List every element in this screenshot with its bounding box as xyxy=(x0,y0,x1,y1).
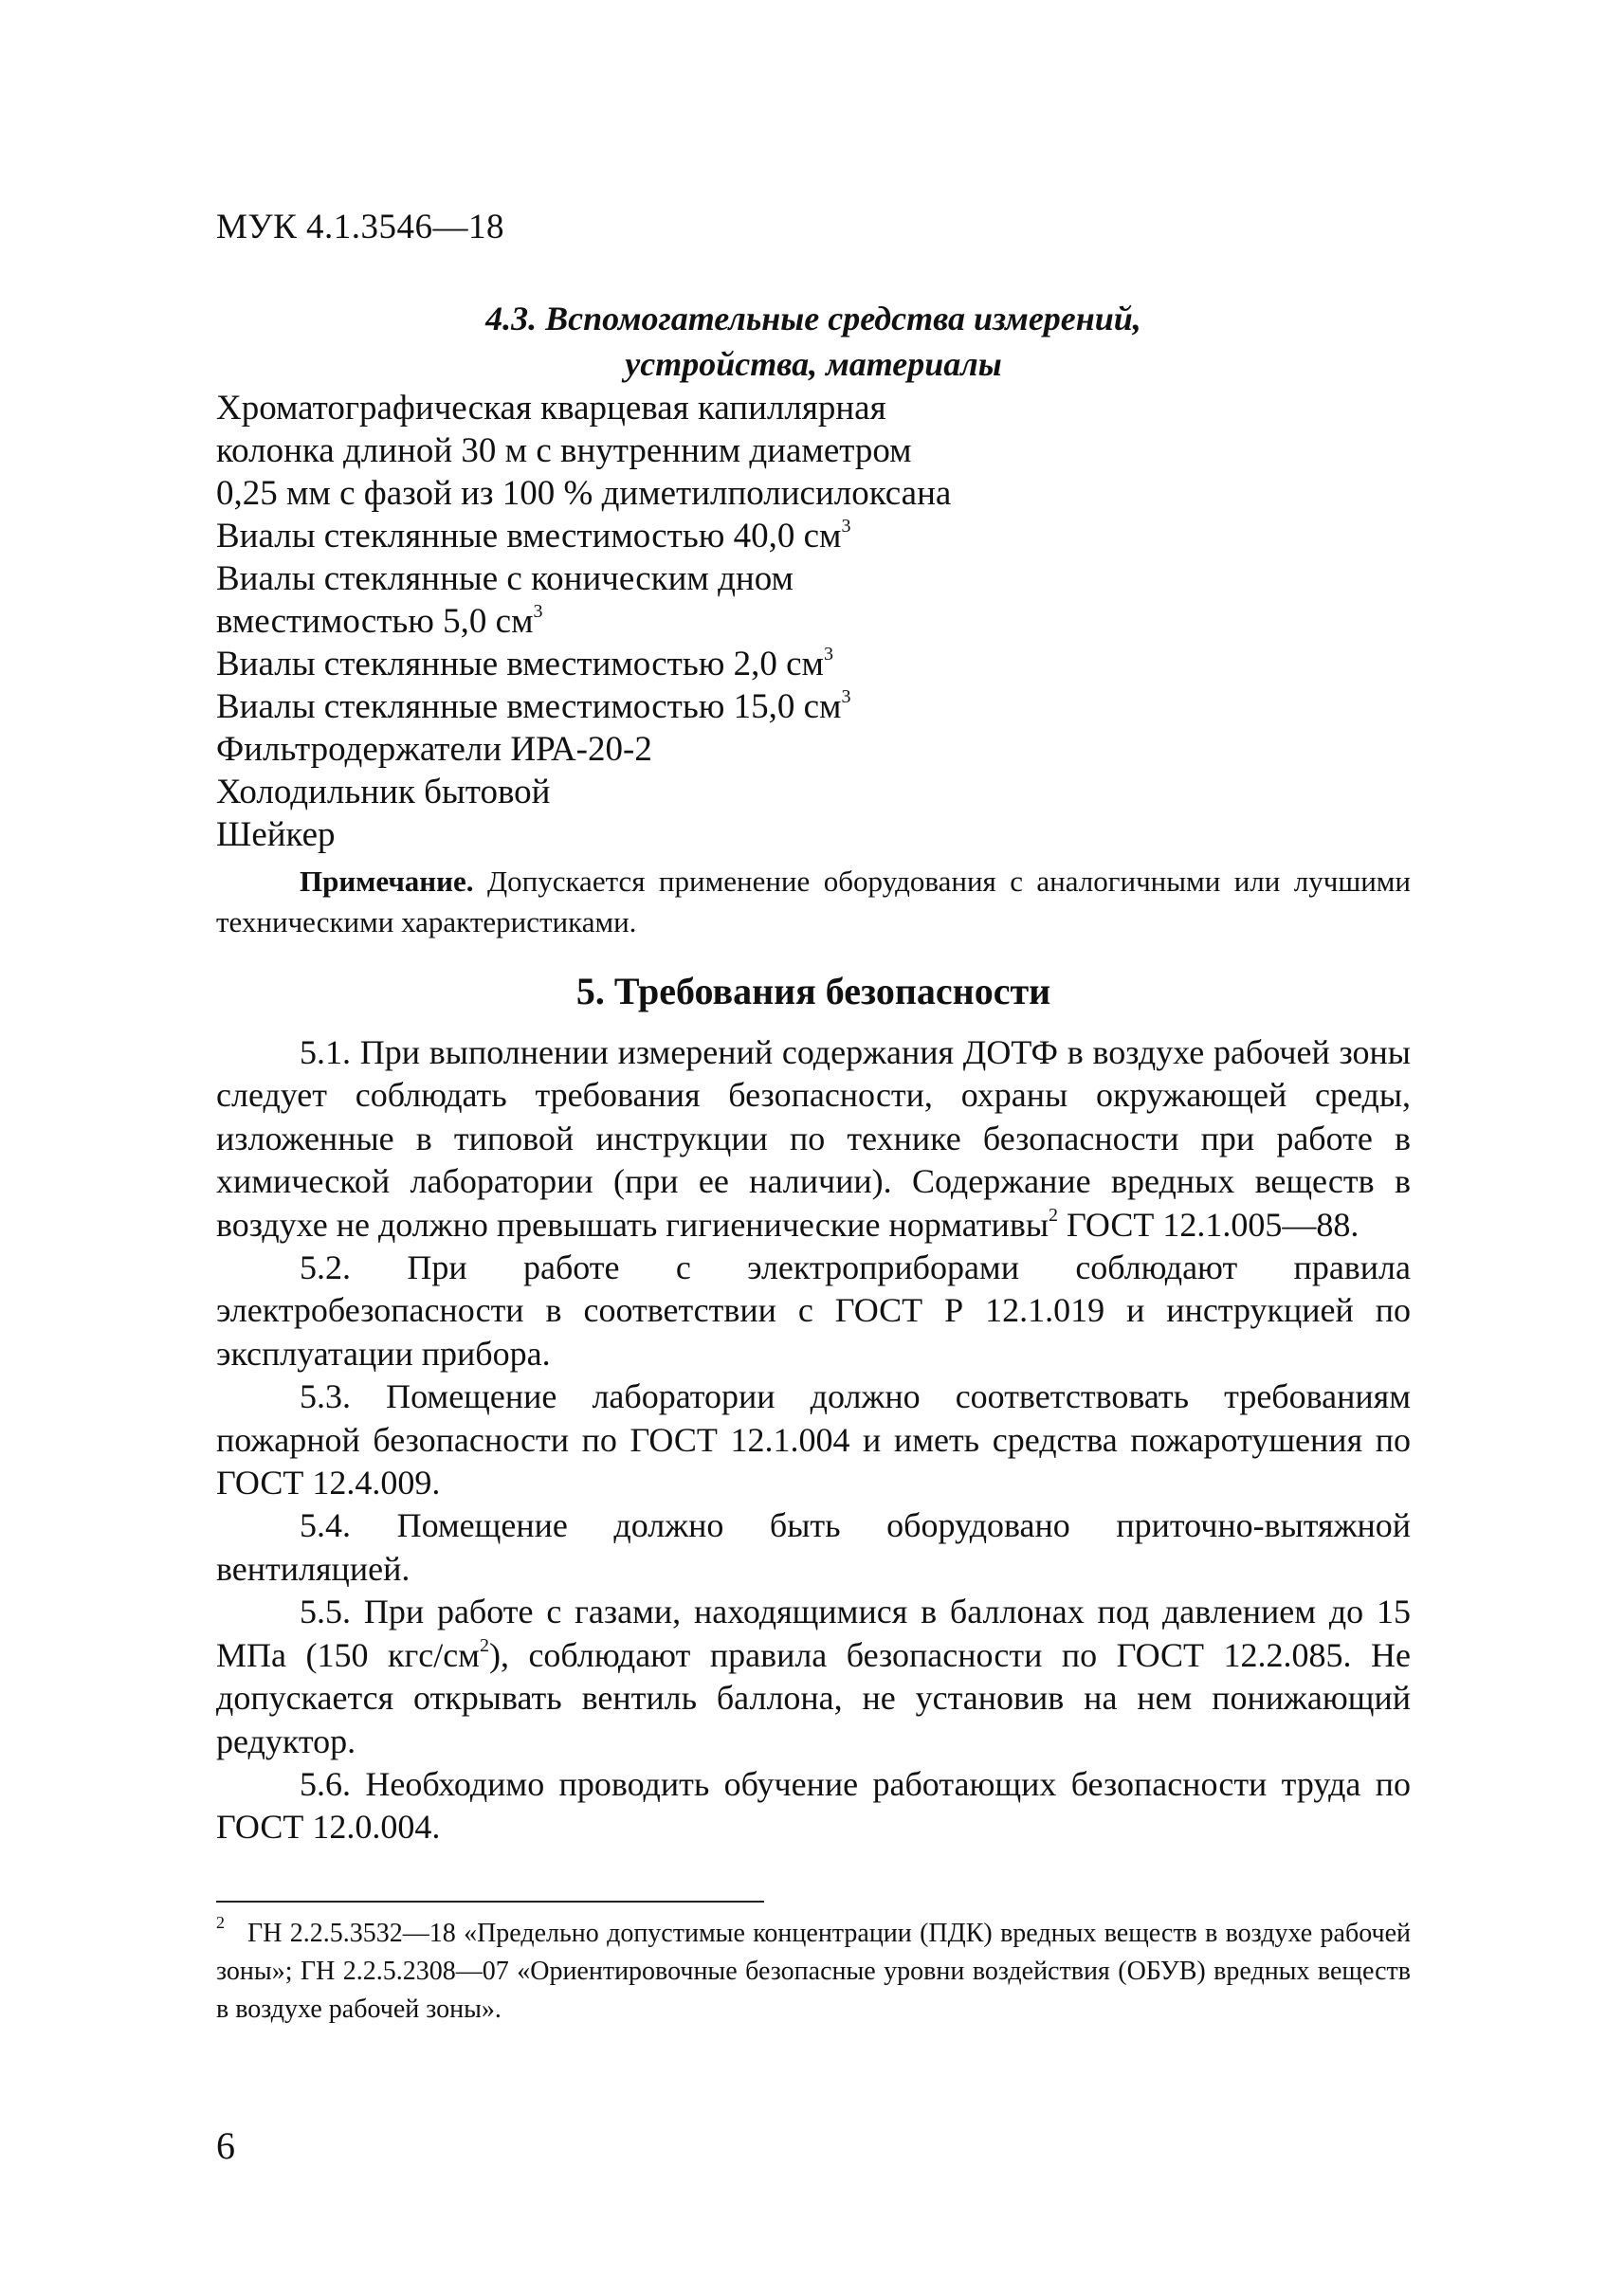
cube-superscript: 3 xyxy=(841,516,851,537)
subsection-title xyxy=(216,296,1411,387)
subsection-title-line-1: 4.3. Вспомогательные средства измерений, xyxy=(485,300,1141,337)
footnote xyxy=(216,1915,1411,2029)
paragraph-5-5: 5.5. При работе с газами, находящимися в баллонах под давлением до 15 МПа (150 кгс/$см^2$), соблюдают правила безопасности по ГОСТ 12.2.085. Не допускается открывать вентиль баллона, не установив на нем понижающий редуктор. xyxy=(216,1593,1411,1760)
equipment-line: Виалы стеклянные вместимостью 15,0 $см^3$ xyxy=(216,686,851,726)
note-paragraph xyxy=(216,861,1411,942)
footnote-divider xyxy=(216,1901,764,1903)
cube-superscript: 3 xyxy=(841,686,851,707)
paragraph-5-2: 5.2. При работе с электроприборами соблюдают правила электробезопасности в соответствии с ГОСТ Р 12.1.019 и инструкцией по эксплуатации прибора. xyxy=(216,1248,1411,1373)
equipment-line: Хроматографическая кварцевая капиллярная xyxy=(216,389,886,428)
equipment-line: Виалы стеклянные вместимостью 40,0 $см^3$ xyxy=(216,516,851,556)
equipment-line: Холодильник бытовой xyxy=(216,773,551,811)
squared-superscript: 2 xyxy=(479,1634,489,1656)
equipment-line: Шейкер xyxy=(216,815,336,854)
cube-superscript: 3 xyxy=(823,644,833,665)
paragraph-5-6: 5.6. Необходимо проводить обучение работающих безопасности труда по ГОСТ 12.0.004. xyxy=(216,1764,1411,1847)
note-label: Примечание. xyxy=(300,865,474,898)
equipment-line: 0,25 мм с фазой из 100 % диметилполисилоксана xyxy=(216,474,952,513)
note-text: Допускается применение оборудования с аналогичными или лучшими техническими характеристиками. xyxy=(216,865,1411,938)
paragraph-5-3: 5.3. Помещение лаборатории должно соответствовать требованиям пожарной безопасности по ГОСТ 12.1.004 и иметь средства пожаротушения по ГОСТ 12.4.009. xyxy=(216,1377,1411,1503)
equipment-line: Фильтродержатели ИРА-20-2 xyxy=(216,730,652,769)
page-number: 6 xyxy=(216,2124,235,2167)
document-header: МУК 4.1.3546—18 xyxy=(216,208,505,246)
footnote-mark: 2 xyxy=(216,1913,225,1932)
section-body xyxy=(216,1031,1411,1849)
cube-superscript: 3 xyxy=(533,601,543,622)
equipment-list xyxy=(216,387,1392,856)
section-title: 5. Требования безопасности xyxy=(575,970,1051,1012)
equipment-line: вместимостью 5,0 $см^3$ xyxy=(216,601,543,641)
footnote-text: ГН 2.2.5.3532—18 «Предельно допустимые концентрации (ПДК) вредных веществ в воздухе рабочей зоны»; ГН 2.2.5.2308—07 «Ориентировочные безопасные уровни воздействия (ОБУВ) вредных веществ в воздухе рабочей зоны». xyxy=(216,1919,1411,2024)
equipment-line: колонка длиной 30 м с внутренним диаметром xyxy=(216,431,912,470)
equipment-line: Виалы стеклянные с коническим дном xyxy=(216,559,794,598)
equipment-line: Виалы стеклянные вместимостью 2,0 $см^3$ xyxy=(216,644,833,683)
footnote-ref: 2 xyxy=(1049,1204,1059,1226)
paragraph-5-4: 5.4. Помещение должно быть оборудовано приточно-вытяжной вентиляцией. xyxy=(216,1506,1411,1588)
subsection-title-line-2: устройства, материалы xyxy=(625,345,1002,383)
paragraph-5-1: 5.1. При выполнении измерений содержания ДОТФ в воздухе рабочей зоны следует соблюдать требования безопасности, охраны окружающей среды, изложенные в типовой инструкции по технике безопасности при работе в химической лаборатории (при ее наличии). Содержание вредных веществ в воздухе не должно превышать гигиенические нормативы$^2$ ГОСТ 12.1.005—88. xyxy=(216,1033,1411,1244)
